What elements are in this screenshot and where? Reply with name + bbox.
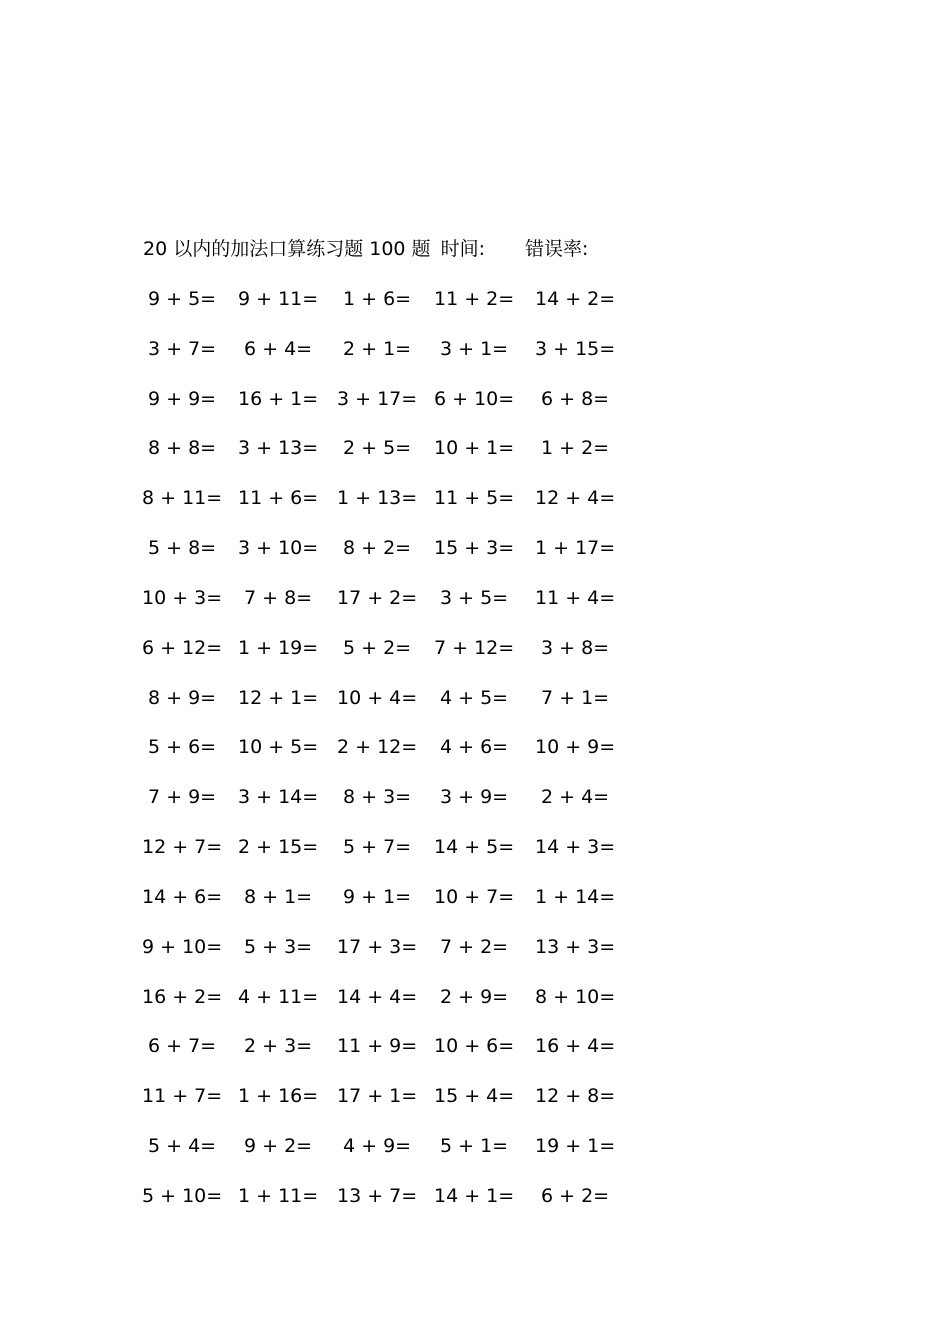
problem-item: 14 + 2= (535, 288, 616, 310)
problem-row (0, 1133, 700, 1183)
problem-row (0, 1033, 700, 1083)
worksheet-title: 20 以内的加法口算练习题 100 题 (143, 238, 431, 260)
problem-item: 4 + 5= (440, 686, 509, 709)
problem-item: 10 + 5= (238, 736, 319, 759)
problem-item: 11 + 4= (535, 586, 616, 609)
problem-item: 5 + 10= (142, 1184, 223, 1207)
problem-item: 16 + 1= (238, 387, 319, 410)
problem-item: 14 + 4= (337, 985, 418, 1008)
problem-item: 9 + 5= (148, 288, 217, 310)
problem-item: 10 + 9= (535, 736, 616, 759)
problem-item: 17 + 2= (337, 586, 418, 609)
problem-row (0, 435, 700, 485)
problem-item: 2 + 1= (343, 337, 412, 360)
problem-item: 6 + 10= (434, 387, 515, 410)
problem-row (0, 1183, 700, 1233)
problem-item: 11 + 7= (142, 1085, 223, 1108)
problem-row (0, 336, 700, 386)
problem-item: 2 + 3= (244, 1035, 313, 1058)
problem-row (0, 784, 700, 834)
problem-item: 4 + 11= (238, 985, 319, 1008)
problem-item: 7 + 9= (148, 786, 217, 809)
problem-item: 8 + 1= (244, 885, 313, 908)
problem-item: 9 + 9= (148, 387, 217, 410)
problem-row (0, 884, 700, 934)
problem-row (0, 834, 700, 884)
problem-item: 2 + 9= (440, 985, 509, 1008)
problem-item: 5 + 3= (244, 935, 313, 958)
problem-item: 2 + 5= (343, 437, 412, 460)
problem-row (0, 934, 700, 984)
problem-item: 16 + 4= (535, 1035, 616, 1058)
problem-item: 6 + 2= (541, 1184, 610, 1207)
problem-item: 14 + 6= (142, 885, 223, 908)
problem-item: 12 + 7= (142, 836, 223, 859)
problem-item: 1 + 13= (337, 487, 418, 510)
problem-item: 14 + 3= (535, 836, 616, 859)
problem-item: 4 + 6= (440, 736, 509, 759)
problem-item: 5 + 2= (343, 636, 412, 659)
problem-item: 4 + 9= (343, 1135, 412, 1158)
problem-item: 3 + 5= (440, 586, 509, 609)
problem-row (0, 485, 700, 535)
problem-item: 1 + 19= (238, 636, 319, 659)
worksheet-header (143, 236, 588, 262)
problem-item: 1 + 16= (238, 1085, 319, 1108)
problem-row (0, 585, 700, 635)
problem-item: 2 + 12= (337, 736, 418, 759)
problem-item: 11 + 5= (434, 487, 515, 510)
problem-item: 6 + 4= (244, 337, 313, 360)
problem-item: 16 + 2= (142, 985, 223, 1008)
problem-item: 13 + 3= (535, 935, 616, 958)
problem-item: 7 + 2= (440, 935, 509, 958)
problem-item: 7 + 1= (541, 686, 610, 709)
problem-item: 6 + 8= (541, 387, 610, 410)
problem-row (0, 1083, 700, 1133)
problem-item: 3 + 8= (541, 636, 610, 659)
problem-item: 10 + 4= (337, 686, 418, 709)
problem-item: 3 + 9= (440, 786, 509, 809)
time-label: 时间: (440, 238, 485, 260)
problem-item: 8 + 9= (148, 686, 217, 709)
error-rate-label: 错误率: (524, 238, 589, 260)
problem-item: 3 + 10= (238, 537, 319, 560)
problem-row (0, 535, 700, 585)
problem-item: 3 + 14= (238, 786, 319, 809)
problem-row (0, 286, 700, 336)
problem-item: 5 + 8= (148, 537, 217, 560)
problem-item: 11 + 6= (238, 487, 319, 510)
problem-item: 9 + 1= (343, 885, 412, 908)
problem-item: 1 + 17= (535, 537, 616, 560)
problem-item: 10 + 6= (434, 1035, 515, 1058)
problem-item: 10 + 7= (434, 885, 515, 908)
problem-item: 19 + 1= (535, 1135, 616, 1158)
problem-item: 1 + 2= (541, 437, 610, 460)
problem-item: 13 + 7= (337, 1184, 418, 1207)
problem-row (0, 734, 700, 784)
problem-item: 11 + 9= (337, 1035, 418, 1058)
problem-item: 3 + 15= (535, 337, 616, 360)
problem-item: 5 + 6= (148, 736, 217, 759)
problem-item: 3 + 1= (440, 337, 509, 360)
problem-item: 8 + 8= (148, 437, 217, 460)
problem-item: 5 + 4= (148, 1135, 217, 1158)
problem-item: 2 + 4= (541, 786, 610, 809)
problem-item: 12 + 1= (238, 686, 319, 709)
problem-item: 3 + 13= (238, 437, 319, 460)
problem-item: 17 + 1= (337, 1085, 418, 1108)
problem-item: 1 + 14= (535, 885, 616, 908)
problem-item: 10 + 3= (142, 586, 223, 609)
problem-row (0, 635, 700, 685)
problem-item: 5 + 1= (440, 1135, 509, 1158)
problem-item: 6 + 7= (148, 1035, 217, 1058)
problem-item: 9 + 11= (238, 288, 319, 310)
problem-item: 14 + 1= (434, 1184, 515, 1207)
problem-item: 8 + 3= (343, 786, 412, 809)
problem-item: 7 + 8= (244, 586, 313, 609)
problem-item: 8 + 11= (142, 487, 223, 510)
problem-item: 17 + 3= (337, 935, 418, 958)
problem-item: 8 + 2= (343, 537, 412, 560)
problem-item: 11 + 2= (434, 288, 515, 310)
problem-item: 6 + 12= (142, 636, 223, 659)
problem-item: 3 + 17= (337, 387, 418, 410)
problem-row (0, 386, 700, 436)
problem-row (0, 685, 700, 735)
problem-item: 15 + 3= (434, 537, 515, 560)
problem-item: 12 + 4= (535, 487, 616, 510)
problem-item: 5 + 7= (343, 836, 412, 859)
problem-row (0, 984, 700, 1034)
problem-item: 15 + 4= (434, 1085, 515, 1108)
problem-item: 8 + 10= (535, 985, 616, 1008)
problem-item: 14 + 5= (434, 836, 515, 859)
problem-item: 2 + 15= (238, 836, 319, 859)
problem-item: 7 + 12= (434, 636, 515, 659)
problem-item: 12 + 8= (535, 1085, 616, 1108)
problem-item: 10 + 1= (434, 437, 515, 460)
problem-item: 1 + 6= (343, 288, 412, 310)
problem-item: 9 + 10= (142, 935, 223, 958)
problem-grid (0, 286, 700, 1233)
problem-item: 3 + 7= (148, 337, 217, 360)
problem-item: 9 + 2= (244, 1135, 313, 1158)
problem-item: 1 + 11= (238, 1184, 319, 1207)
